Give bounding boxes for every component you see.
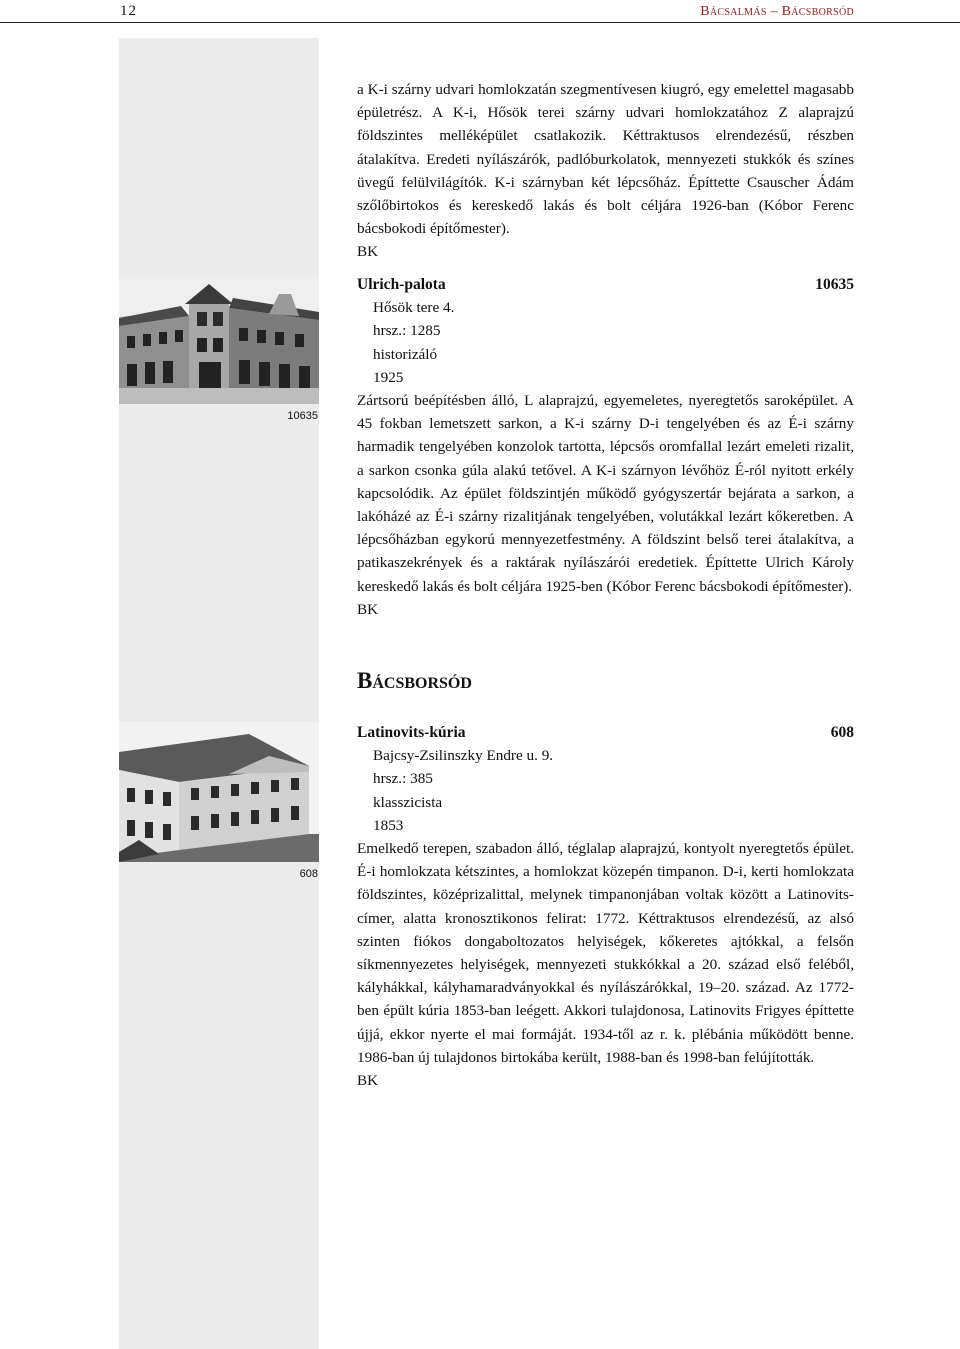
entry-address: Hősök tere 4. [373, 299, 455, 317]
entry-year: 1925 [373, 368, 404, 386]
entry-year: 1853 [373, 816, 404, 834]
entry-description: Emelkedő terepen, szabadon álló, téglalap alaprajzú, kontyolt nyeregtetős épület. É-i homlokzata kétszintes, a homlokzat közepén timpanon. D-i, kerti homlokzata földszintes, középrizalittal, melynek timpanonjában voltak között a Latinovits-címer, alatta kronosztikonos felirat: 1772. Kéttraktusos elrendezésű, az alsó szinten fiókos dongaboltozatos helyiségek, kőkeretes ajtókkal, a felsőn síkmennyezetes helyiségek, mennyezeti stukkókkal a 20. század első feléből, kályhákkal, kályhamaradványokkal és nyílászárókkal, 19–20. század. Az 1772-ben épült kúria 1853-ban leégett. Akkori tulajdonosa, Latinovits Frigyes építtette újjá, ekkor nyerte el mai formáját. 1934-től az r. k. plébánia működött benne. 1986-ban új tulajdonos birtokába került, 1988-ban és 1998-ban felújították. [357, 840, 854, 1066]
continued-entry-text: a K-i szárny udvari homlokzatán szegmentívesen kiugró, egy emelettel magasabb épületrész. A K-i, Hősök terei szárny udvari homlokzatához Z alaprajzú földszintes melléképület csatlakozik. Kéttraktusos elrendezésű, részben átalakítva. Eredeti nyílászárók, padlóburkolatok, mennyezeti stukkók és színes üvegű felülvilágítók. K-i szárnyban két lépcsőház. Építtette Csauscher Ádám szőlőbirtokos és kereskedő lakás és bolt céljára 1926-ban (Kóbor Ferenc bácsbokodi építőmester). [357, 81, 854, 238]
entry-heading [357, 721, 854, 744]
entry-hrsz: hrsz.: 1285 [373, 322, 441, 340]
page-number: 12 [120, 3, 137, 19]
entry-latinovits-kuria [357, 721, 854, 1092]
entry-style: historizáló [373, 345, 438, 363]
author-signature: BK [357, 600, 379, 618]
continued-entry [357, 78, 854, 264]
running-title: Bácsalmás – Bácsborsód [700, 4, 854, 19]
photo-caption-10635: 10635 [287, 410, 318, 422]
entry-description: Zártsorú beépítésben álló, L alaprajzú, egyemeletes, nyeregtetős saroképület. A 45 fokban lemetszett sarkon, a K-i szárny D-i tengelyében és az É-i szárny harmadik tengelyében konzolok tartotta, lépcsős oromfallal lezárt emeleti rizalit, a sarkon csonka gúla alakú tetővel. A K-i szárnyon lévőhöz É-ról nyitott erkély kapcsolódik. Az épület földszintjén működő gyógyszertár bejárata a sarkon, a lakóházé az É-i szárny rizalitjának tengelyében, volutákkal lezárt kőkeretben. A lépcsőházban egykorú mennyezetfestmény. A földszint belső terei átalakítva, a patikaszekrények és a raktárak nyílászárói eredetiek. Építtette Ulrich Károly kereskedő lakás és bolt céljára 1925-ben (Kóbor Ferenc bácsbokodi építőmester). [357, 392, 854, 595]
entry-number: 608 [830, 724, 854, 741]
corner-building-illustration [119, 276, 319, 404]
entry-style: klasszicista [373, 793, 443, 811]
left-margin-column [119, 38, 319, 1349]
photo-caption-608: 608 [299, 868, 318, 880]
entry-title: Latinovits-kúria [357, 724, 466, 741]
ulrich-palota-photo [119, 276, 319, 404]
author-signature: BK [357, 1072, 379, 1090]
entry-hrsz: hrsz.: 385 [373, 770, 433, 788]
running-header [0, 0, 960, 23]
entry-number: 10635 [815, 276, 854, 293]
manor-house-illustration [119, 722, 319, 862]
entry-ulrich-palota [357, 273, 854, 621]
entry-heading [357, 273, 854, 296]
section-title: Bácsborsód [357, 668, 472, 693]
entry-title: Ulrich-palota [357, 276, 446, 293]
author-signature: BK [357, 243, 379, 261]
latinovits-kuria-photo [119, 722, 319, 862]
entry-address: Bajcsy-Zsilinszky Endre u. 9. [373, 747, 554, 765]
